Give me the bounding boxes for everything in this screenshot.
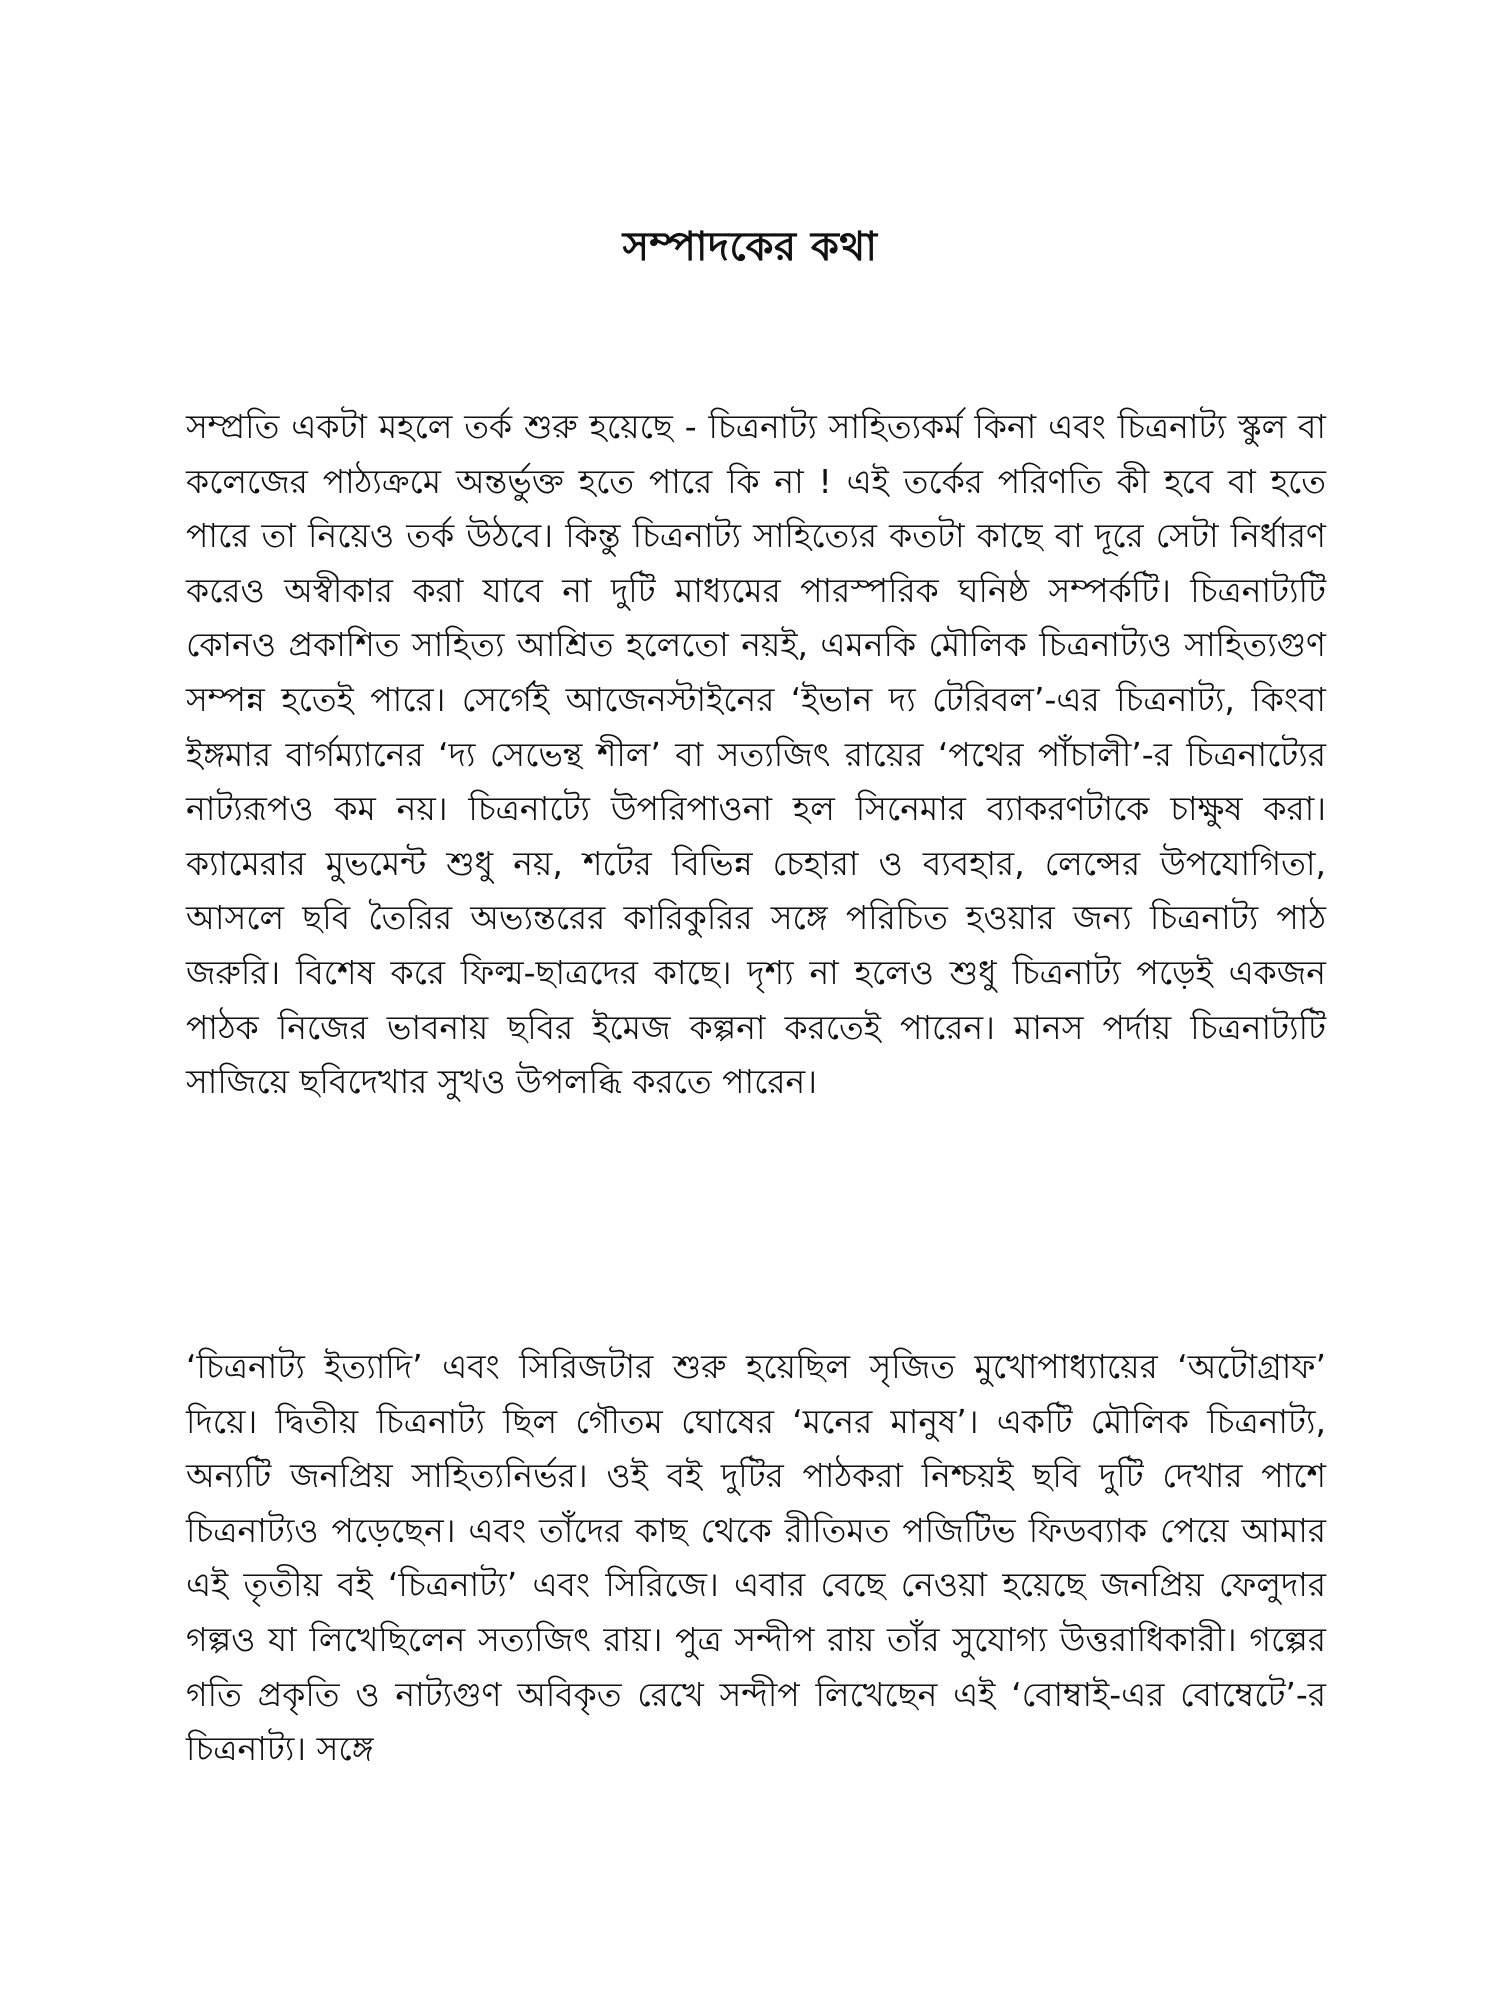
page-title: সম্পাদকের কথা (622, 224, 878, 270)
paragraph-1: সম্প্রতি একটা মহলে তর্ক শুরু হয়েছে - চিত্রনাট্য সাহিত্যকর্ম কিনা এবং চিত্রনাট্য স্কুল বা কলেজের পাঠ্যক্রমে অন্তর্ভুক্ত হতে পারে কি না ! এই তর্কের পরিণতি কী হবে বা হতে পারে তা নিয়েও তর্ক উঠবে। কিন্তু চিত্রনাট্য সাহিত্যের কতটা কাছে বা দূরে সেটা নির্ধারণ করেও অস্বীকার করা যাবে না দুটি মাধ্যমের পারস্পরিক ঘনিষ্ঠ সম্পর্কটি। চিত্রনাট্যটি কোনও প্রকাশিত সাহিত্য আশ্রিত হলেতো নয়ই, এমনকি মৌলিক চিত্রনাট্যও সাহিত্যগুণ সম্পন্ন হতেই পারে। সের্গেই আজেনস্টাইনের ‘ইভান দ্য টেরিবল’-এর চিত্রনাট্য, কিংবা ইঙ্গমার বার্গম্যানের ‘দ্য সেভেন্থ শীল’ বা সত্যজিৎ রায়ের ‘পথের পাঁচালী’-র চিত্রনাট্যের নাট্যরূপও কম নয়। চিত্রনাট্যে উপরিপাওনা হল সিনেমার ব্যাকরণটাকে চাক্ষুষ করা। ক্যামেরার মুভমেন্ট শুধু নয়, শটের বিভিন্ন চেহারা ও ব্যবহার, লেন্সের উপযোগিতা, আসলে ছবি তৈরির অভ্যন্তরের কারিকুরির সঙ্গে পরিচিত হওয়ার জন্য চিত্রনাট্য পাঠ জরুরি। বিশেষ করে ফিল্ম-ছাত্রদের কাছে। দৃশ্য না হলেও শুধু চিত্রনাট্য পড়েই একজন পাঠক নিজের ভাবনায় ছবির ইমেজ কল্পনা করতেই পারেন। মানস পর্দায় চিত্রনাট্যটি সাজিয়ে ছবিদেখার সুখও উপলব্ধি করতে পারেন। (186, 407, 1326, 1102)
paragraph-2: ‘চিত্রনাট্য ইত্যাদি’ এবং সিরিজটার শুরু হয়েছিল সৃজিত মুখোপাধ্যায়ের ‘অটোগ্রাফ’ দিয়ে। দ্বিতীয় চিত্রনাট্য ছিল গৌতম ঘোষের ‘মনের মানুষ’। একটি মৌলিক চিত্রনাট্য, অন্যটি জনপ্রিয় সাহিত্যনির্ভর। ওই বই দুটির পাঠকরা নিশ্চয়ই ছবি দুটি দেখার পাশে চিত্রনাট্যও পড়েছেন। এবং তাঁদের কাছ থেকে রীতিমত পজিটিভ ফিডব্যাক পেয়ে আমার এই তৃতীয় বই ‘চিত্রনাট্য’ এবং সিরিজে। এবার বেছে নেওয়া হয়েছে জনপ্রিয় ফেলুদার গল্পও যা লিখেছিলেন সত্যজিৎ রায়। পুত্র সন্দীপ রায় তাঁর সুযোগ্য উত্তরাধিকারী। গল্পের গতি প্রকৃতি ও নাট্যগুণ অবিকৃত রেখে সন্দীপ লিখেছেন এই ‘বোম্বাই-এর বোম্বেটে’-র চিত্রনাট্য। সঙ্গে (186, 1347, 1326, 1769)
